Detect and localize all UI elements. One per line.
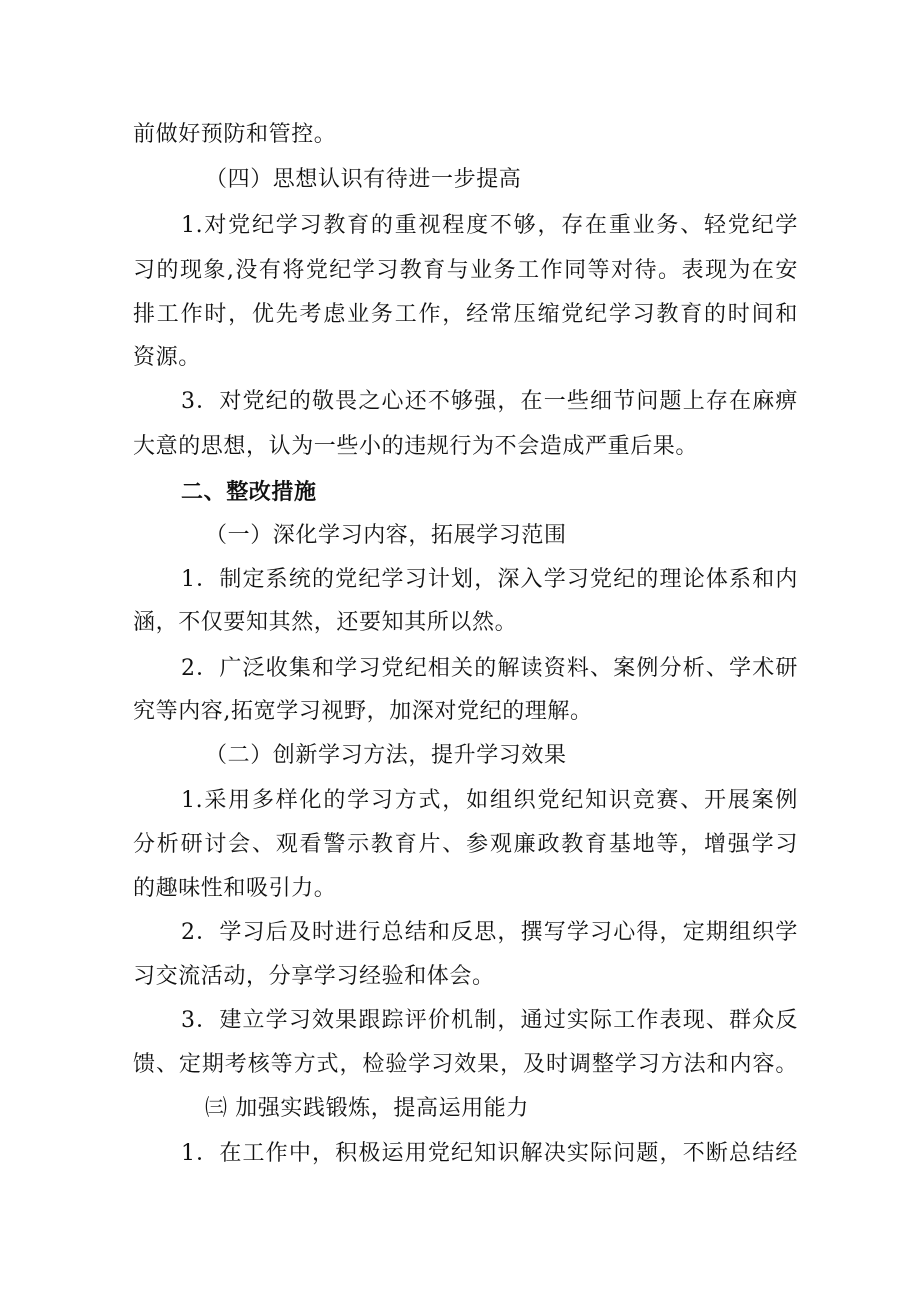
paragraph-line: 排工作时，优先考虑业务工作，经常压缩党纪学习教育的时间和 bbox=[133, 302, 798, 327]
paragraph-line: 资源。 bbox=[133, 345, 201, 370]
section-heading: （一）深化学习内容，拓展学习范围 bbox=[205, 523, 567, 548]
section-heading: （二）创新学习方法，提升学习效果 bbox=[205, 743, 567, 768]
chapter-heading: 二、整改措施 bbox=[181, 479, 317, 505]
paragraph-line: 3．建立学习效果跟踪评价机制，通过实际工作表现、群众反 bbox=[181, 1008, 798, 1033]
paragraph-line: 1.采用多样化的学习方式，如组织党纪知识竞赛、开展案例 bbox=[181, 788, 798, 813]
paragraph-line: 2．学习后及时进行总结和反思，撰写学习心得，定期组织学 bbox=[181, 920, 798, 945]
paragraph-line: 习的现象,没有将党纪学习教育与业务工作同等对待。表现为在安 bbox=[133, 258, 798, 283]
paragraph-line: 1．制定系统的党纪学习计划，深入学习党纪的理论体系和内 bbox=[181, 567, 798, 592]
paragraph-line: 究等内容,拓宽学习视野，加深对党纪的理解。 bbox=[133, 699, 593, 724]
paragraph-line: 馈、定期考核等方式，检验学习效果，及时调整学习方法和内容。 bbox=[133, 1052, 798, 1077]
paragraph-line: 大意的思想，认为一些小的违规行为不会造成严重后果。 bbox=[133, 434, 699, 459]
paragraph-line: 1．在工作中，积极运用党纪知识解决实际问题，不断总结经 bbox=[181, 1141, 798, 1166]
paragraph-line: 的趣味性和吸引力。 bbox=[133, 876, 337, 901]
paragraph-line: 涵，不仅要知其然，还要知其所以然。 bbox=[133, 610, 518, 635]
paragraph-line: 分析研讨会、观看警示教育片、参观廉政教育基地等，增强学习 bbox=[133, 832, 798, 857]
section-heading: ㈢ 加强实践锻炼，提高运用能力 bbox=[205, 1096, 529, 1121]
paragraph-line: 前做好预防和管控。 bbox=[133, 122, 337, 147]
paragraph-line: 习交流活动，分享学习经验和体会。 bbox=[133, 964, 495, 989]
section-heading: （四）思想认识有待进一步提高 bbox=[205, 167, 522, 192]
paragraph-line: 2．广泛收集和学习党纪相关的解读资料、案例分析、学术研 bbox=[181, 656, 798, 681]
paragraph-line: 1.对党纪学习教育的重视程度不够，存在重业务、轻党纪学 bbox=[181, 213, 798, 238]
paragraph-line: 3．对党纪的敬畏之心还不够强，在一些细节问题上存在麻痹 bbox=[181, 389, 798, 414]
